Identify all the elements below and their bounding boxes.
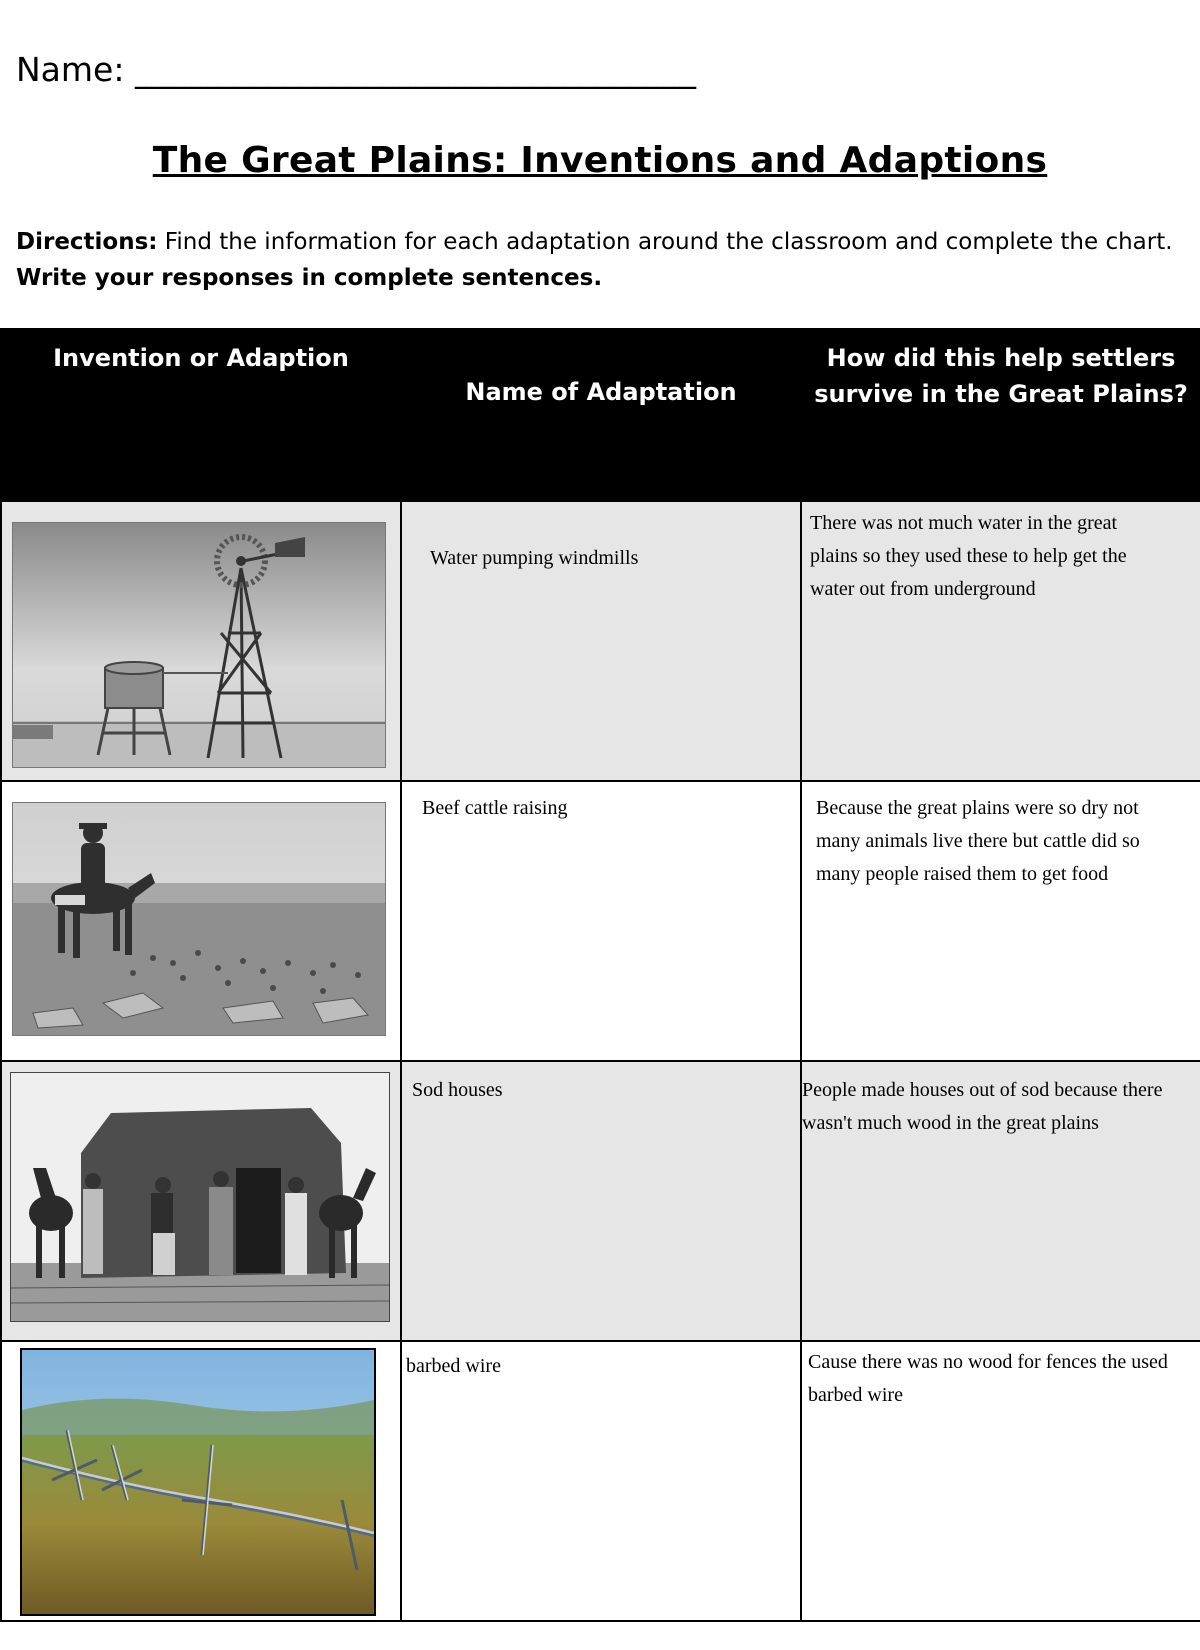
name-field-label: Name: __________________________________ [16, 50, 696, 89]
directions-bold-text: Write your responses in complete sentences. [16, 265, 603, 291]
windmill-photo [12, 522, 386, 768]
adaptation-name: barbed wire [406, 1355, 501, 1377]
answer-cell [801, 501, 1200, 781]
adaptation-name-cell [401, 1341, 801, 1621]
image-cell [1, 1061, 401, 1341]
answer-text: There was not much water in the great plains so they used these to help get the water out from underground [810, 512, 1127, 600]
table-row [1, 501, 1200, 781]
directions [16, 224, 1176, 296]
table-header-row [1, 329, 1200, 501]
adaptation-name-cell [401, 501, 801, 781]
cattle-photo [12, 802, 386, 1036]
header-name: Name of Adaptation [401, 329, 801, 501]
adaptation-name: Water pumping windmills [430, 547, 639, 569]
answer-text: Because the great plains were so dry not many animals live there but cattle did so many people raised them to get food [816, 797, 1140, 885]
answer-cell [801, 781, 1200, 1061]
image-cell [1, 781, 401, 1061]
answer-text: Cause there was no wood for fences the used barbed wire [808, 1351, 1168, 1406]
adaptations-table [0, 328, 1200, 1622]
answer-cell [801, 1341, 1200, 1621]
answer-text: People made houses out of sod because there wasn't much wood in the great plains [802, 1079, 1163, 1134]
header-invention: Invention or Adaption [1, 329, 401, 501]
table-row [1, 1061, 1200, 1341]
directions-text: Find the information for each adaptation around the classroom and complete the chart. [157, 229, 1173, 255]
directions-label: Directions: [16, 229, 158, 255]
table-row [1, 1341, 1200, 1621]
image-cell [1, 1341, 401, 1621]
answer-cell [801, 1061, 1200, 1341]
adaptation-name-cell [401, 1061, 801, 1341]
barbed-wire-photo [20, 1348, 376, 1616]
sod-house-photo [10, 1072, 390, 1322]
header-how: How did this help settlers survive in the Great Plains? [801, 329, 1200, 501]
adaptation-name-cell [401, 781, 801, 1061]
page-title: The Great Plains: Inventions and Adaptions [152, 140, 1048, 181]
adaptation-name: Sod houses [412, 1079, 503, 1101]
image-cell [1, 501, 401, 781]
adaptation-name: Beef cattle raising [422, 797, 568, 819]
table-row [1, 781, 1200, 1061]
